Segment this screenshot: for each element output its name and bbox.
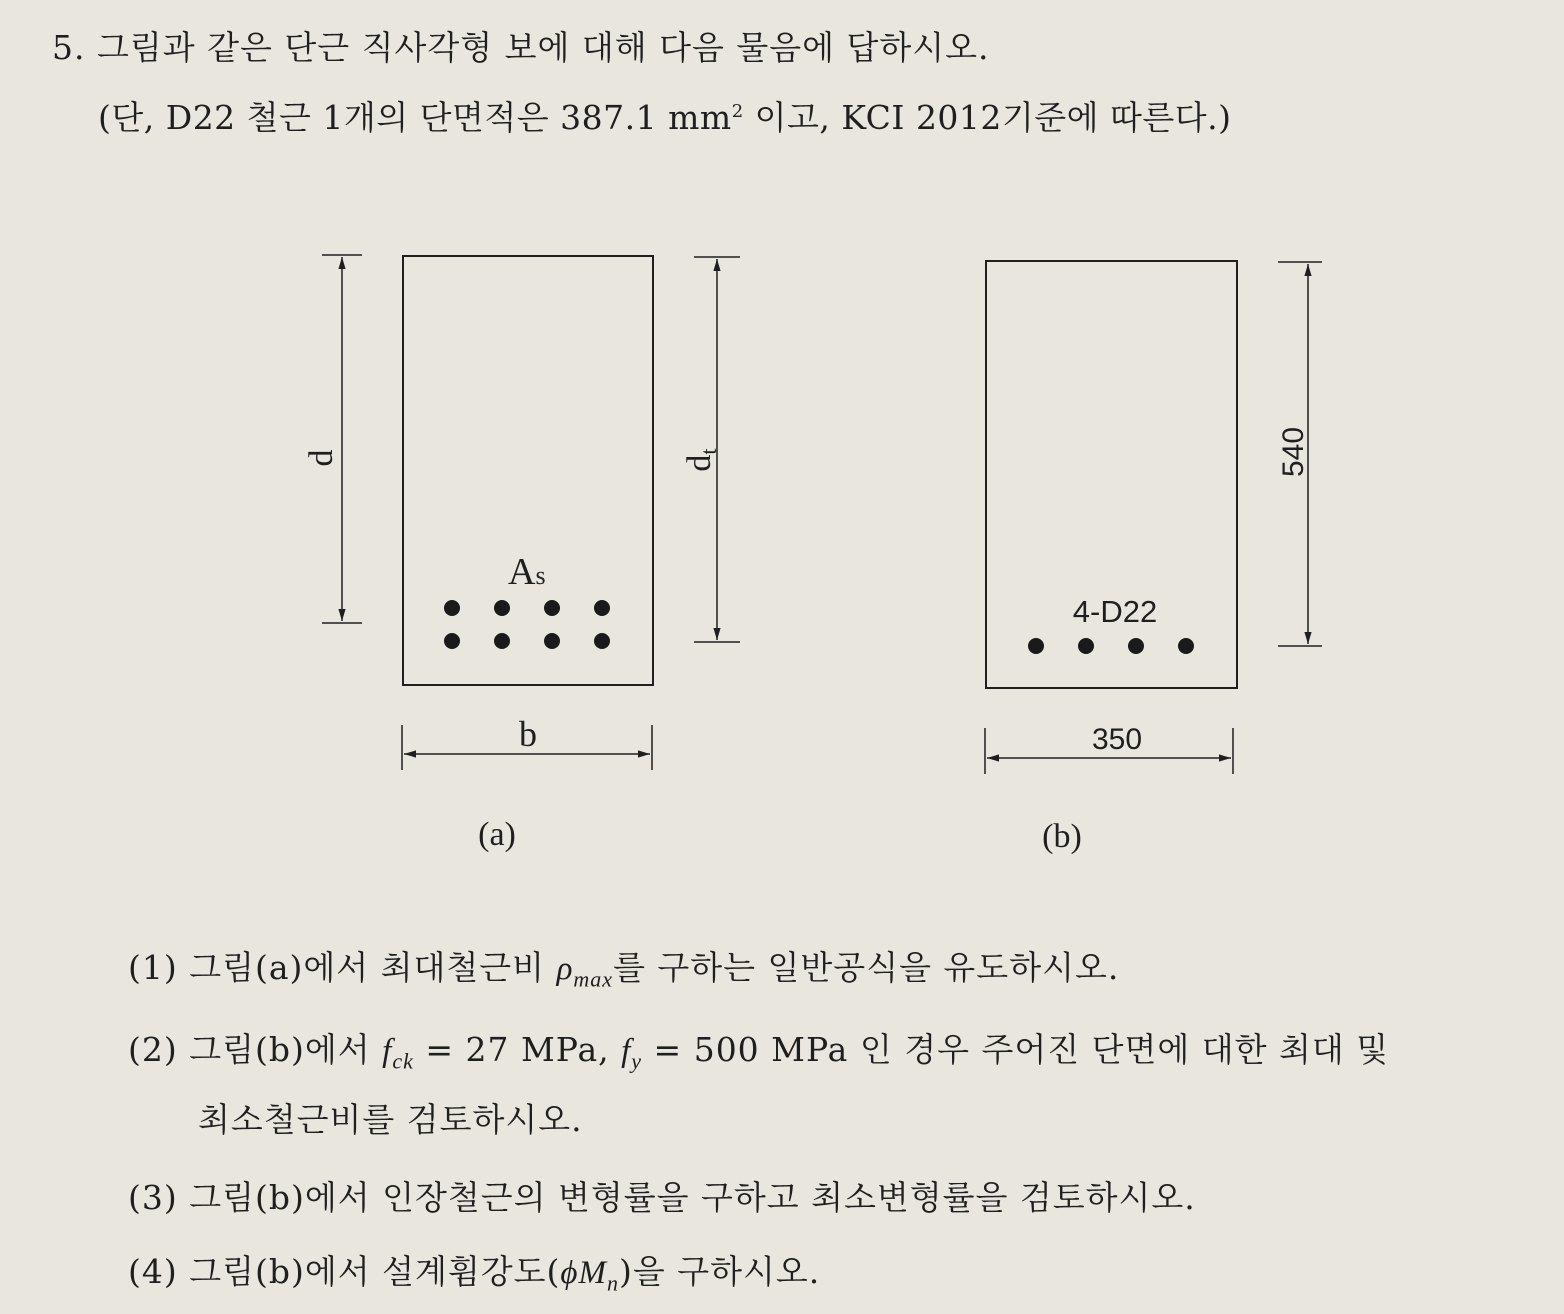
question-4-text-start: 그림(b)에서 설계휨강도( bbox=[189, 1252, 561, 1291]
rebar-circle bbox=[594, 600, 610, 616]
rebar-circle bbox=[444, 633, 460, 649]
question-2-fck-symbol bbox=[382, 1033, 414, 1074]
question-3-number: (3) bbox=[128, 1178, 178, 1217]
figure-a-as-label-main: A bbox=[508, 551, 536, 593]
figure-a-b-label: b bbox=[519, 714, 537, 754]
question-4-moment-symbol bbox=[578, 1255, 619, 1296]
question-3 bbox=[128, 1172, 1196, 1219]
problem-note-text: (단, D22 철근 1개의 단면적은 387.1 mm bbox=[98, 98, 732, 137]
question-2 bbox=[128, 1024, 1389, 1075]
figure-b-rebar-group bbox=[1028, 638, 1194, 654]
rebar-circle bbox=[544, 633, 560, 649]
problem-title: 5. 그림과 같은 단근 직사각형 보에 대해 다음 물음에 답하시오. bbox=[52, 28, 990, 67]
figure-a-as-label-sub: s bbox=[535, 561, 546, 590]
figure-a-section-outline bbox=[403, 256, 653, 685]
figure-a-dt-label bbox=[681, 448, 721, 471]
rebar-circle bbox=[594, 633, 610, 649]
figure-b-depth-label: 540 bbox=[1277, 426, 1310, 478]
figure-b-rebar-label: 4-D22 bbox=[1072, 594, 1158, 629]
question-2-fck-sub: ck bbox=[392, 1048, 414, 1074]
question-1 bbox=[128, 942, 1119, 993]
rebar-circle bbox=[1178, 638, 1194, 654]
rebar-circle bbox=[444, 600, 460, 616]
question-3-text: 그림(b)에서 인장철근의 변형률을 구하고 최소변형률을 검토하시오. bbox=[189, 1178, 1196, 1217]
question-2-text-end: 인 경우 주어진 단면에 대한 최대 및 bbox=[848, 1030, 1390, 1069]
question-2-number: (2) bbox=[128, 1030, 178, 1069]
question-4 bbox=[128, 1246, 820, 1297]
question-2-fy-value: = 500 MPa bbox=[642, 1030, 849, 1069]
problem-note-text-end: 이고, KCI 2012기준에 따른다.) bbox=[743, 98, 1232, 137]
rebar-circle bbox=[1028, 638, 1044, 654]
question-1-rho-sub: max bbox=[573, 966, 614, 992]
figure-a-d-label: d bbox=[303, 449, 340, 467]
question-4-number: (4) bbox=[128, 1252, 178, 1291]
question-1-rho-symbol bbox=[556, 951, 614, 992]
rebar-circle bbox=[1078, 638, 1094, 654]
question-2-fy-symbol bbox=[621, 1033, 643, 1074]
rebar-circle bbox=[544, 600, 560, 616]
question-2-fy-main: f bbox=[621, 1033, 632, 1069]
figure-a-dt-label-sub: t bbox=[696, 448, 721, 455]
question-2-fck-main: f bbox=[382, 1033, 393, 1069]
figure-b-width-label: 350 bbox=[1091, 723, 1143, 756]
figure-a-rebar-group bbox=[444, 600, 610, 649]
question-4-text-end: )을 구하시오. bbox=[618, 1252, 821, 1291]
figure-b bbox=[985, 261, 1322, 855]
question-2-text-start: 그림(b)에서 bbox=[189, 1030, 383, 1069]
figure-a-caption: (a) bbox=[478, 816, 516, 853]
question-4-phi-symbol: ϕ bbox=[560, 1255, 579, 1291]
question-1-rho-main: ρ bbox=[556, 951, 574, 987]
problem-note-superscript: 2 bbox=[731, 101, 744, 122]
figure-b-caption: (b) bbox=[1042, 818, 1082, 855]
question-2-continuation: 최소철근비를 검토하시오. bbox=[198, 1100, 583, 1139]
question-1-text-start: 그림(a)에서 최대철근비 bbox=[189, 948, 557, 987]
rebar-circle bbox=[494, 633, 510, 649]
figure-a-as-label bbox=[508, 551, 546, 593]
question-2-fy-sub: y bbox=[631, 1048, 643, 1074]
figure-a bbox=[303, 255, 740, 853]
question-2-fck-value: = 27 MPa, bbox=[413, 1030, 622, 1069]
question-1-number: (1) bbox=[128, 948, 178, 987]
question-1-text-end: 를 구하는 일반공식을 유도하시오. bbox=[613, 948, 1120, 987]
rebar-circle bbox=[1128, 638, 1144, 654]
rebar-circle bbox=[494, 600, 510, 616]
figure-a-dt-label-main: d bbox=[681, 454, 718, 472]
question-4-moment-main: M bbox=[578, 1255, 607, 1291]
question-4-moment-sub: n bbox=[606, 1270, 619, 1296]
